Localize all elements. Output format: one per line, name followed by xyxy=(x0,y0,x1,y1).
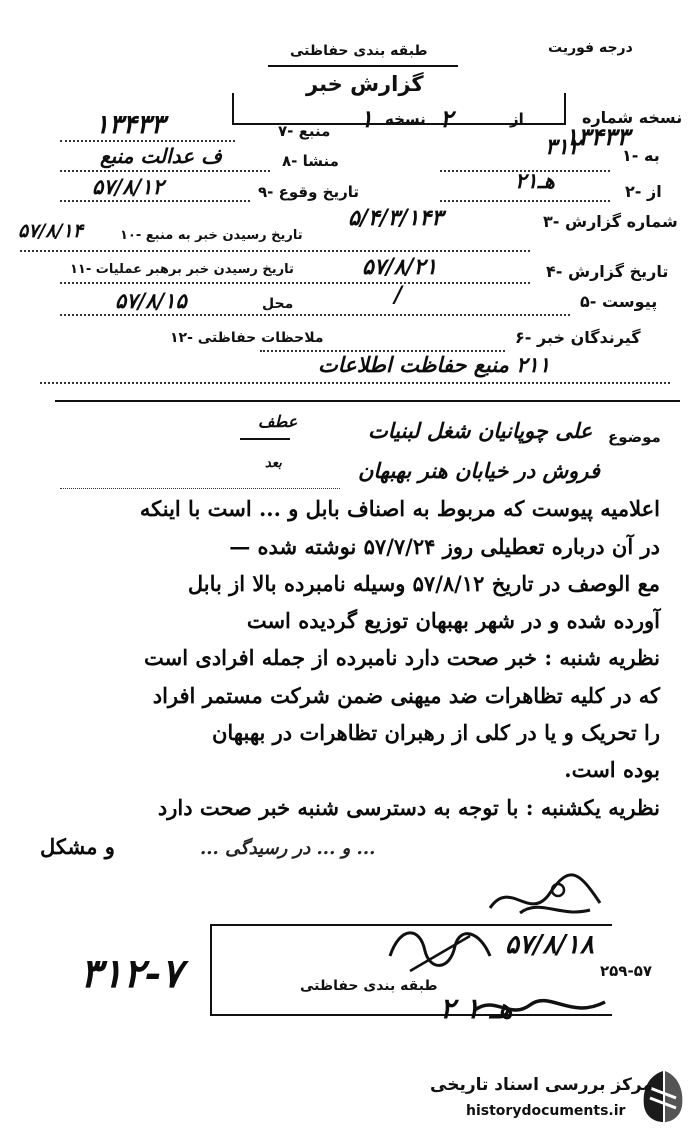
header-divider xyxy=(55,400,680,402)
attachment-label: ۵- پیوست xyxy=(580,292,658,311)
from-value: ۲هـ۱ xyxy=(515,168,555,193)
source-redaction-box xyxy=(232,93,566,125)
priority-label: درجه فوریت xyxy=(548,40,633,56)
handwritten-note: ... و ... در رسیدگی ... xyxy=(200,838,376,859)
origin-dots xyxy=(60,170,270,172)
reference-number: ۲۵۹-۵۷ xyxy=(600,962,653,980)
report-no-dots xyxy=(20,250,530,252)
notes-dots xyxy=(40,382,670,384)
body-line-4: آورده شده و در شهر بهبهان توزیع گردیده است xyxy=(246,608,660,633)
watermark-fa: مرکز بررسی اسناد تاریخی xyxy=(430,1075,653,1095)
body-line-3: مع الوصف در تاریخ ۵۷/۸/۱۲ وسیله نامبرده بالا از بابل xyxy=(187,571,660,596)
body-line-1: اعلامیه پیوست که مربوط به اصناف بابل و ... است با اینکه xyxy=(139,496,660,521)
place-label: محل xyxy=(262,296,294,312)
place-date-value: ۵۷/۸/۱۵ xyxy=(115,288,187,313)
body-line-10: و مشکل xyxy=(40,834,115,859)
origin-label: ۸- منشا xyxy=(282,152,339,170)
source-number-handwritten: ۱۳۴۳۳ xyxy=(95,110,165,140)
recipients-label: ۶- گیرندگان خبر xyxy=(515,328,641,347)
classification-bottom: طبقه بندی حفاظتی xyxy=(300,978,438,994)
occurrence-date-value: ۵۷/۸/۱۲ xyxy=(92,174,164,199)
to-label: ۱- به xyxy=(622,146,660,165)
source-dots xyxy=(60,140,235,142)
body-line-8: بوده است. xyxy=(564,757,660,782)
bottom-scribble: ۲ هـ ۱ xyxy=(440,992,513,1025)
subject-line2: فروش در خیابان هنر بهبهان xyxy=(358,458,600,483)
copy-number-handwritten: ۱۳۴۳۳ xyxy=(565,122,630,151)
subject-text: علی چوپانیان شغل لبنیات xyxy=(368,418,593,443)
body-line-2: در آن درباره تعطیلی روز ۵۷/۷/۲۴ نوشته شده — xyxy=(229,534,660,559)
copy-total-label: نسخه xyxy=(385,110,426,128)
classification-top: طبقه بندی حفاظتی xyxy=(290,43,428,59)
stamp-scribble xyxy=(380,916,500,986)
report-title: گزارش خبر xyxy=(306,72,424,96)
attachment-mark: / xyxy=(394,282,403,308)
body-line-6: که در کلیه تظاهرات ضد میهنی ضمن شرکت مستمر افراد xyxy=(152,683,660,708)
subject-annotation-bottom: بعد xyxy=(265,456,282,471)
report-date-value: ۵۷/۸/۲۱ xyxy=(362,254,438,280)
source-label: ۷- منبع xyxy=(278,122,331,140)
copy-from-value: ۲ xyxy=(440,104,453,133)
from-label: ۲- از xyxy=(625,182,662,201)
watermark-en: historydocuments.ir xyxy=(466,1103,626,1119)
body-line-5: نظریه شنبه : خبر صحت دارد نامبرده از جمله افرادی است xyxy=(144,645,660,670)
notes-label: ۱۲- ملاحظات حفاظتی xyxy=(170,330,324,346)
subject-line2-dots xyxy=(60,488,340,489)
occurrence-dots xyxy=(60,200,250,202)
ops-receipt-label: ۱۱- تاریخ رسیدن خبر برهبر عملیات xyxy=(70,262,294,277)
copy-from-label: از xyxy=(510,110,524,128)
notes-value: ۲۱۱ منبع حفاظت اطلاعات xyxy=(318,352,550,377)
bottom-scribble-stroke xyxy=(470,990,610,1026)
source-receipt-value: ۵۷/۸/۱۴ xyxy=(18,220,83,242)
body-line-7: را تحریک و یا در کلی از رهبران تظاهرات در بهبهان xyxy=(211,720,660,745)
report-no-value: ۵/۴/۳/۱۴۳ xyxy=(348,205,444,231)
body-line-9: نظریه یکشنبه : با توجه به دسترسی شنبه خبر صحت دارد xyxy=(157,795,660,820)
subject-annotation-top: عطف xyxy=(258,412,298,431)
subject-label: موضوع xyxy=(608,428,661,446)
origin-value: ف عدالت منبع xyxy=(100,144,222,168)
classification-top-line xyxy=(268,65,458,67)
stamp-date: ۵۷/۸/۱۸ xyxy=(505,930,594,960)
source-receipt-label: ۱۰- تاریخ رسیدن خبر به منبع xyxy=(120,228,303,243)
to-value: ۳۱۲ xyxy=(545,134,581,160)
copy-number-label: نسخه شماره xyxy=(582,108,683,127)
report-date-label: ۴- تاریخ گزارش xyxy=(546,262,669,281)
report-no-label: ۳- شماره گزارش xyxy=(543,212,678,231)
report-date-dots xyxy=(60,282,530,284)
occurrence-date-label: ۹- تاریخ وقوع xyxy=(258,183,359,201)
reference-left: ۳۱۲-۷ xyxy=(80,950,183,997)
copy-total-value: ۱ xyxy=(360,104,373,133)
from-dots xyxy=(440,200,610,202)
subject-annotation-rule xyxy=(240,438,290,440)
attachment-dots xyxy=(60,314,570,316)
